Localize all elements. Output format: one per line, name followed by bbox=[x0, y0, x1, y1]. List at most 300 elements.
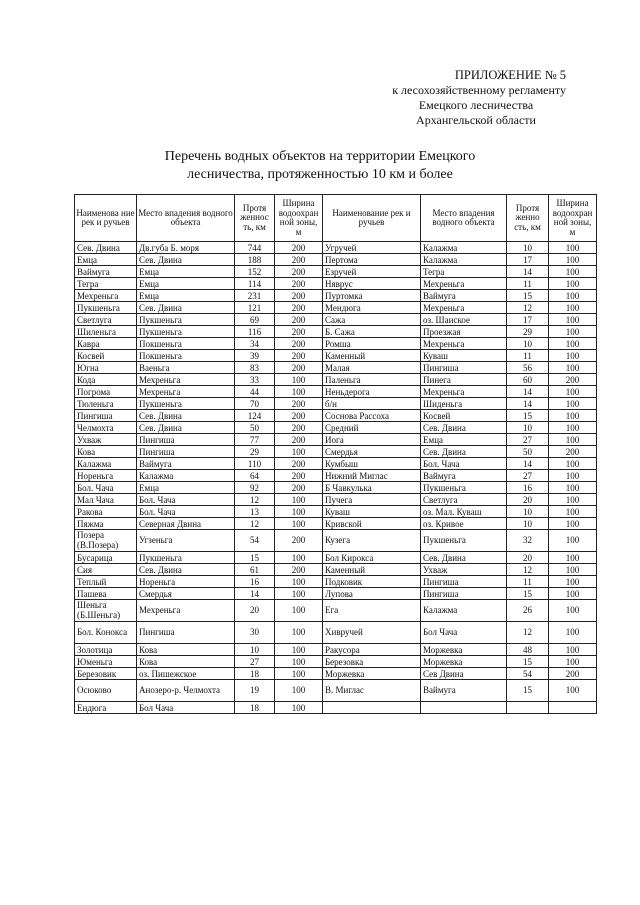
cell-zone-width-left: 100 bbox=[275, 622, 323, 644]
cell-river-name-left: Емца bbox=[75, 254, 137, 266]
appendix-header bbox=[266, 68, 566, 128]
cell-zone-width-right: 100 bbox=[549, 362, 597, 374]
cell-mouth-left: Покшеньга bbox=[137, 338, 235, 350]
cell-length-right: 10 bbox=[507, 422, 549, 434]
cell-river-name-right: Пучега bbox=[323, 494, 421, 506]
cell-length-left: 64 bbox=[235, 470, 275, 482]
cell-river-name-left: Березовик bbox=[75, 668, 137, 680]
cell-mouth-left: Мехреньга bbox=[137, 374, 235, 386]
cell-zone-width-right: 100 bbox=[549, 458, 597, 470]
cell-length-right: 16 bbox=[507, 482, 549, 494]
cell-mouth-right: Сев. Двина bbox=[421, 446, 507, 458]
cell-length-left: 27 bbox=[235, 656, 275, 668]
cell-zone-width-left: 200 bbox=[275, 326, 323, 338]
cell-river-name-right: Ега bbox=[323, 600, 421, 622]
cell-river-name-left: Мал Чача bbox=[75, 494, 137, 506]
cell-river-name-left: Тегра bbox=[75, 278, 137, 290]
cell-length-left: 18 bbox=[235, 668, 275, 680]
cell-length-left: 20 bbox=[235, 600, 275, 622]
cell-river-name-left: Ракова bbox=[75, 506, 137, 518]
cell-length-right: 20 bbox=[507, 552, 549, 564]
table-row bbox=[75, 622, 597, 644]
cell-river-name-right: Кумбыш bbox=[323, 458, 421, 470]
cell-length-right: 54 bbox=[507, 668, 549, 680]
cell-length-left: 70 bbox=[235, 398, 275, 410]
header-zone-width-left: Ширина водоохран ной зоны, м bbox=[275, 195, 323, 242]
cell-zone-width-left: 100 bbox=[275, 656, 323, 668]
cell-river-name-right: Пуртомка bbox=[323, 290, 421, 302]
cell-length-right: 14 bbox=[507, 398, 549, 410]
cell-river-name-left: Бол. Конокса bbox=[75, 622, 137, 644]
cell-mouth-left: Ваймуга bbox=[137, 458, 235, 470]
cell-mouth-right: оз. Мал. Куваш bbox=[421, 506, 507, 518]
cell-length-left: 18 bbox=[235, 702, 275, 714]
water-bodies-table bbox=[74, 194, 597, 714]
cell-length-left: 92 bbox=[235, 482, 275, 494]
cell-mouth-right: Пукшеньга bbox=[421, 482, 507, 494]
cell-river-name-left: Осюково bbox=[75, 680, 137, 702]
document-title bbox=[120, 148, 520, 184]
cell-zone-width-right: 100 bbox=[549, 422, 597, 434]
cell-length-left: 188 bbox=[235, 254, 275, 266]
cell-river-name-right: Моржевка bbox=[323, 668, 421, 680]
table-row bbox=[75, 564, 597, 576]
header-river-name-left: Наименова ние рек и ручьев bbox=[75, 195, 137, 242]
cell-mouth-right: Куваш bbox=[421, 350, 507, 362]
cell-zone-width-right: 100 bbox=[549, 530, 597, 552]
cell-river-name-right: Лупова bbox=[323, 588, 421, 600]
cell-zone-width-right: 100 bbox=[549, 242, 597, 254]
header-length-right: Протя женно сть, км bbox=[507, 195, 549, 242]
cell-zone-width-left: 100 bbox=[275, 702, 323, 714]
cell-river-name-right: Средний bbox=[323, 422, 421, 434]
cell-river-name-right: Березовка bbox=[323, 656, 421, 668]
cell-mouth-left: Пукшеньга bbox=[137, 398, 235, 410]
cell-river-name-left: Ухваж bbox=[75, 434, 137, 446]
cell-mouth-left: Нореньга bbox=[137, 576, 235, 588]
cell-zone-width-left: 100 bbox=[275, 374, 323, 386]
cell-zone-width-right: 100 bbox=[549, 482, 597, 494]
cell-zone-width-right: 100 bbox=[549, 564, 597, 576]
cell-river-name-right: Езручей bbox=[323, 266, 421, 278]
appendix-number: ПРИЛОЖЕНИЕ № 5 bbox=[454, 68, 566, 82]
cell-zone-width-left: 200 bbox=[275, 434, 323, 446]
cell-river-name-left: Светлуга bbox=[75, 314, 137, 326]
cell-mouth-right: Пингиша bbox=[421, 588, 507, 600]
cell-length-right: 17 bbox=[507, 254, 549, 266]
cell-mouth-right: Тегра bbox=[421, 266, 507, 278]
cell-mouth-right: Сев. Двина bbox=[421, 422, 507, 434]
table-row bbox=[75, 398, 597, 410]
cell-zone-width-left: 200 bbox=[275, 338, 323, 350]
cell-length-left: 114 bbox=[235, 278, 275, 290]
cell-river-name-right: б/н bbox=[323, 398, 421, 410]
cell-zone-width-right: 200 bbox=[549, 446, 597, 458]
table-row bbox=[75, 410, 597, 422]
cell-river-name-left: Бол. Чача bbox=[75, 482, 137, 494]
cell-mouth-right: Калажма bbox=[421, 254, 507, 266]
cell-length-right: 12 bbox=[507, 622, 549, 644]
title-line-2: лесничества, протяженностью 10 км и более bbox=[187, 167, 453, 182]
cell-length-right: 10 bbox=[507, 518, 549, 530]
cell-mouth-right: Мехреньга bbox=[421, 338, 507, 350]
cell-mouth-right: Косвей bbox=[421, 410, 507, 422]
cell-mouth-left: Емца bbox=[137, 278, 235, 290]
cell-mouth-right: Ваймуга bbox=[421, 470, 507, 482]
cell-river-name-left: Погрома bbox=[75, 386, 137, 398]
cell-length-left: 231 bbox=[235, 290, 275, 302]
cell-river-name-right: Смердья bbox=[323, 446, 421, 458]
cell-river-name-left: Пукшеньга bbox=[75, 302, 137, 314]
cell-length-right: 10 bbox=[507, 338, 549, 350]
cell-mouth-left: Сев. Двина bbox=[137, 410, 235, 422]
cell-length-left: 34 bbox=[235, 338, 275, 350]
table-row bbox=[75, 656, 597, 668]
table-row bbox=[75, 680, 597, 702]
cell-mouth-left: Калажма bbox=[137, 470, 235, 482]
cell-mouth-left: Бол. Чача bbox=[137, 506, 235, 518]
cell-river-name-right: В. Миглас bbox=[323, 680, 421, 702]
cell-river-name-right: Подковик bbox=[323, 576, 421, 588]
cell-length-right: 15 bbox=[507, 410, 549, 422]
cell-length-right: 26 bbox=[507, 600, 549, 622]
cell-zone-width-left: 200 bbox=[275, 266, 323, 278]
cell-zone-width-right: 100 bbox=[549, 314, 597, 326]
cell-river-name-right: Ромша bbox=[323, 338, 421, 350]
cell-zone-width-right: 100 bbox=[549, 254, 597, 266]
cell-zone-width-right: 100 bbox=[549, 278, 597, 290]
cell-river-name-right: Куваш bbox=[323, 506, 421, 518]
cell-mouth-right: оз. Шаиское bbox=[421, 314, 507, 326]
table-row bbox=[75, 530, 597, 552]
table-row bbox=[75, 644, 597, 656]
cell-river-name-right: Сажа bbox=[323, 314, 421, 326]
table-row bbox=[75, 266, 597, 278]
cell-mouth-right: Бол. Чача bbox=[421, 458, 507, 470]
table-row bbox=[75, 386, 597, 398]
cell-river-name-left: Кавра bbox=[75, 338, 137, 350]
table-row bbox=[75, 242, 597, 254]
cell-zone-width-left: 200 bbox=[275, 362, 323, 374]
cell-mouth-right: Светлуга bbox=[421, 494, 507, 506]
table-row bbox=[75, 576, 597, 588]
cell-zone-width-left: 200 bbox=[275, 470, 323, 482]
cell-mouth-right: Мехреньга bbox=[421, 302, 507, 314]
cell-river-name-right: Неньдерога bbox=[323, 386, 421, 398]
table-row bbox=[75, 458, 597, 470]
cell-zone-width-left: 100 bbox=[275, 494, 323, 506]
cell-mouth-right: Пингиша bbox=[421, 362, 507, 374]
cell-mouth-left: Пингиша bbox=[137, 434, 235, 446]
cell-length-left: 12 bbox=[235, 494, 275, 506]
cell-mouth-left: Емца bbox=[137, 290, 235, 302]
cell-length-right: 15 bbox=[507, 656, 549, 668]
cell-river-name-right: Малая bbox=[323, 362, 421, 374]
cell-mouth-left: оз. Пишежское bbox=[137, 668, 235, 680]
cell-river-name-left: Пингиша bbox=[75, 410, 137, 422]
cell-river-name-right: Иога bbox=[323, 434, 421, 446]
cell-length-left: 744 bbox=[235, 242, 275, 254]
table-row bbox=[75, 422, 597, 434]
cell-mouth-left: Покшеньга bbox=[137, 350, 235, 362]
cell-river-name-left: Золотица bbox=[75, 644, 137, 656]
cell-zone-width-left: 100 bbox=[275, 588, 323, 600]
cell-zone-width-right: 200 bbox=[549, 374, 597, 386]
cell-length-right: 60 bbox=[507, 374, 549, 386]
cell-zone-width-left: 100 bbox=[275, 386, 323, 398]
cell-zone-width-right bbox=[549, 702, 597, 714]
cell-zone-width-right: 100 bbox=[549, 350, 597, 362]
cell-zone-width-left: 100 bbox=[275, 668, 323, 680]
cell-length-right: 27 bbox=[507, 434, 549, 446]
cell-length-right: 29 bbox=[507, 326, 549, 338]
cell-river-name-right: Каменный bbox=[323, 350, 421, 362]
table-row bbox=[75, 600, 597, 622]
cell-river-name-left: Теплый bbox=[75, 576, 137, 588]
cell-river-name-right: Угручей bbox=[323, 242, 421, 254]
cell-river-name-left: Ендюга bbox=[75, 702, 137, 714]
cell-length-left: 44 bbox=[235, 386, 275, 398]
cell-river-name-left: Нореньга bbox=[75, 470, 137, 482]
cell-mouth-left: Пукшеньга bbox=[137, 314, 235, 326]
cell-mouth-left: Смердья bbox=[137, 588, 235, 600]
title-line-1: Перечень водных объектов на территории Емецкого bbox=[164, 149, 476, 164]
cell-mouth-right: Проезжая bbox=[421, 326, 507, 338]
cell-river-name-left: Позера (В.Позера) bbox=[75, 530, 137, 552]
header-river-name-right: Наименование рек и ручьев bbox=[323, 195, 421, 242]
cell-length-right: 15 bbox=[507, 588, 549, 600]
cell-mouth-right: оз. Кривое bbox=[421, 518, 507, 530]
cell-length-left: 30 bbox=[235, 622, 275, 644]
cell-length-right: 10 bbox=[507, 242, 549, 254]
cell-river-name-left: Бусарица bbox=[75, 552, 137, 564]
cell-river-name-right: Кузега bbox=[323, 530, 421, 552]
cell-river-name-right: Паленьга bbox=[323, 374, 421, 386]
cell-river-name-right bbox=[323, 702, 421, 714]
cell-river-name-left: Кода bbox=[75, 374, 137, 386]
cell-mouth-right: Пингиша bbox=[421, 576, 507, 588]
table-row bbox=[75, 506, 597, 518]
cell-zone-width-right: 100 bbox=[549, 576, 597, 588]
cell-mouth-left: Сев. Двина bbox=[137, 564, 235, 576]
cell-river-name-right: Хивручей bbox=[323, 622, 421, 644]
cell-river-name-left: Кова bbox=[75, 446, 137, 458]
cell-mouth-right: Мехреньга bbox=[421, 386, 507, 398]
cell-mouth-left: Мехреньга bbox=[137, 386, 235, 398]
cell-zone-width-right: 100 bbox=[549, 410, 597, 422]
cell-river-name-right: Мендюга bbox=[323, 302, 421, 314]
cell-mouth-right: Сев Двина bbox=[421, 668, 507, 680]
cell-zone-width-left: 200 bbox=[275, 410, 323, 422]
cell-river-name-right: Б Чавкулька bbox=[323, 482, 421, 494]
cell-river-name-left: Мехреньга bbox=[75, 290, 137, 302]
cell-mouth-left: Кова bbox=[137, 656, 235, 668]
cell-zone-width-right: 100 bbox=[549, 656, 597, 668]
cell-length-right: 11 bbox=[507, 350, 549, 362]
cell-zone-width-left: 100 bbox=[275, 680, 323, 702]
cell-zone-width-left: 100 bbox=[275, 576, 323, 588]
appendix-reference: к лесохозяйственному регламенту bbox=[392, 83, 566, 97]
cell-length-right: 14 bbox=[507, 266, 549, 278]
table-row bbox=[75, 668, 597, 680]
cell-river-name-left: Тюленьга bbox=[75, 398, 137, 410]
cell-mouth-right bbox=[421, 702, 507, 714]
cell-length-left: 83 bbox=[235, 362, 275, 374]
cell-mouth-left: Емца bbox=[137, 482, 235, 494]
table-row bbox=[75, 302, 597, 314]
table-row bbox=[75, 374, 597, 386]
cell-river-name-left: Пашева bbox=[75, 588, 137, 600]
cell-zone-width-left: 100 bbox=[275, 446, 323, 458]
cell-mouth-left: Сев. Двина bbox=[137, 302, 235, 314]
cell-river-name-left: Челмохта bbox=[75, 422, 137, 434]
cell-zone-width-right: 100 bbox=[549, 600, 597, 622]
cell-length-right: 50 bbox=[507, 446, 549, 458]
cell-zone-width-left: 200 bbox=[275, 398, 323, 410]
cell-length-left: 110 bbox=[235, 458, 275, 470]
cell-mouth-right: Калажма bbox=[421, 242, 507, 254]
cell-length-right: 17 bbox=[507, 314, 549, 326]
table-row bbox=[75, 338, 597, 350]
cell-zone-width-right: 100 bbox=[549, 290, 597, 302]
cell-mouth-left: Сев. Двина bbox=[137, 254, 235, 266]
cell-mouth-left: Северная Двина bbox=[137, 518, 235, 530]
cell-river-name-left: Шеньга (Б.Шеньга) bbox=[75, 600, 137, 622]
cell-length-left: 116 bbox=[235, 326, 275, 338]
cell-zone-width-left: 200 bbox=[275, 564, 323, 576]
cell-river-name-left: Юменьга bbox=[75, 656, 137, 668]
header-mouth-left: Место впадения водного объекта bbox=[137, 195, 235, 242]
cell-zone-width-right: 100 bbox=[549, 434, 597, 446]
cell-length-right: 20 bbox=[507, 494, 549, 506]
table-row bbox=[75, 254, 597, 266]
cell-mouth-left: Пингиша bbox=[137, 622, 235, 644]
cell-zone-width-left: 100 bbox=[275, 518, 323, 530]
table-row bbox=[75, 588, 597, 600]
cell-river-name-left: Калажма bbox=[75, 458, 137, 470]
cell-zone-width-left: 200 bbox=[275, 278, 323, 290]
cell-length-left: 69 bbox=[235, 314, 275, 326]
cell-length-left: 61 bbox=[235, 564, 275, 576]
cell-river-name-right: Б. Сажа bbox=[323, 326, 421, 338]
cell-length-left: 33 bbox=[235, 374, 275, 386]
cell-length-right: 15 bbox=[507, 680, 549, 702]
cell-length-left: 10 bbox=[235, 644, 275, 656]
header-zone-width-right: Ширина водоохран ной зоны, м bbox=[549, 195, 597, 242]
cell-mouth-left: Сев. Двина bbox=[137, 422, 235, 434]
cell-zone-width-right: 100 bbox=[549, 302, 597, 314]
cell-mouth-right: Ваймуга bbox=[421, 680, 507, 702]
appendix-forestry: Емецкого лесничества bbox=[418, 98, 534, 112]
cell-length-left: 121 bbox=[235, 302, 275, 314]
cell-zone-width-right: 100 bbox=[549, 266, 597, 278]
cell-river-name-left: Югна bbox=[75, 362, 137, 374]
cell-zone-width-right: 100 bbox=[549, 680, 597, 702]
cell-zone-width-right: 100 bbox=[549, 552, 597, 564]
cell-length-right: 11 bbox=[507, 278, 549, 290]
cell-zone-width-right: 100 bbox=[549, 588, 597, 600]
cell-river-name-left: Ваймуга bbox=[75, 266, 137, 278]
cell-length-left: 54 bbox=[235, 530, 275, 552]
cell-zone-width-left: 200 bbox=[275, 254, 323, 266]
cell-length-right: 12 bbox=[507, 564, 549, 576]
cell-river-name-left: Сия bbox=[75, 564, 137, 576]
header-mouth-right: Место впадения водного объекта bbox=[421, 195, 507, 242]
cell-zone-width-left: 200 bbox=[275, 314, 323, 326]
cell-zone-width-left: 100 bbox=[275, 552, 323, 564]
cell-mouth-right: Пинега bbox=[421, 374, 507, 386]
cell-length-right: 48 bbox=[507, 644, 549, 656]
cell-zone-width-left: 200 bbox=[275, 482, 323, 494]
appendix-region: Архангельской области bbox=[416, 113, 536, 127]
table-row bbox=[75, 702, 597, 714]
cell-length-left: 14 bbox=[235, 588, 275, 600]
cell-river-name-left: Шиленьга bbox=[75, 326, 137, 338]
cell-length-left: 15 bbox=[235, 552, 275, 564]
table-row bbox=[75, 482, 597, 494]
cell-length-left: 16 bbox=[235, 576, 275, 588]
cell-zone-width-left: 200 bbox=[275, 350, 323, 362]
cell-zone-width-left: 200 bbox=[275, 530, 323, 552]
cell-length-right: 14 bbox=[507, 386, 549, 398]
cell-mouth-left: Угзеньга bbox=[137, 530, 235, 552]
cell-zone-width-right: 200 bbox=[549, 668, 597, 680]
table-row bbox=[75, 290, 597, 302]
cell-river-name-right: Пертома bbox=[323, 254, 421, 266]
cell-river-name-right: Каменный bbox=[323, 564, 421, 576]
table-row bbox=[75, 494, 597, 506]
cell-zone-width-left: 100 bbox=[275, 644, 323, 656]
cell-mouth-left: Бол Чача bbox=[137, 702, 235, 714]
cell-zone-width-left: 200 bbox=[275, 302, 323, 314]
table-row bbox=[75, 362, 597, 374]
cell-zone-width-right: 100 bbox=[549, 494, 597, 506]
cell-river-name-right: Бол Кирокса bbox=[323, 552, 421, 564]
cell-river-name-right: Кривской bbox=[323, 518, 421, 530]
cell-mouth-left: Дв.губа Б. моря bbox=[137, 242, 235, 254]
cell-zone-width-left: 200 bbox=[275, 290, 323, 302]
cell-zone-width-left: 100 bbox=[275, 506, 323, 518]
cell-zone-width-right: 100 bbox=[549, 622, 597, 644]
cell-mouth-left: Кова bbox=[137, 644, 235, 656]
cell-river-name-right: Соснова Рассоха bbox=[323, 410, 421, 422]
cell-zone-width-left: 200 bbox=[275, 422, 323, 434]
cell-zone-width-right: 100 bbox=[549, 506, 597, 518]
cell-length-right: 27 bbox=[507, 470, 549, 482]
table-row bbox=[75, 314, 597, 326]
cell-mouth-right: Шиденьга bbox=[421, 398, 507, 410]
cell-zone-width-right: 100 bbox=[549, 518, 597, 530]
cell-mouth-right: Бол Чача bbox=[421, 622, 507, 644]
cell-mouth-left: Ваеньга bbox=[137, 362, 235, 374]
cell-length-right: 15 bbox=[507, 290, 549, 302]
cell-length-right: 11 bbox=[507, 576, 549, 588]
cell-mouth-left: Емца bbox=[137, 266, 235, 278]
table-row bbox=[75, 278, 597, 290]
table-header-row bbox=[75, 195, 597, 242]
cell-mouth-left: Пингиша bbox=[137, 446, 235, 458]
cell-length-left: 12 bbox=[235, 518, 275, 530]
cell-river-name-left: Пяжма bbox=[75, 518, 137, 530]
cell-mouth-right: Емца bbox=[421, 434, 507, 446]
cell-zone-width-left: 200 bbox=[275, 242, 323, 254]
cell-mouth-right: Сев. Двина bbox=[421, 552, 507, 564]
cell-river-name-left: Косвей bbox=[75, 350, 137, 362]
cell-zone-width-right: 100 bbox=[549, 386, 597, 398]
cell-length-right: 10 bbox=[507, 506, 549, 518]
cell-length-right bbox=[507, 702, 549, 714]
cell-zone-width-right: 100 bbox=[549, 338, 597, 350]
